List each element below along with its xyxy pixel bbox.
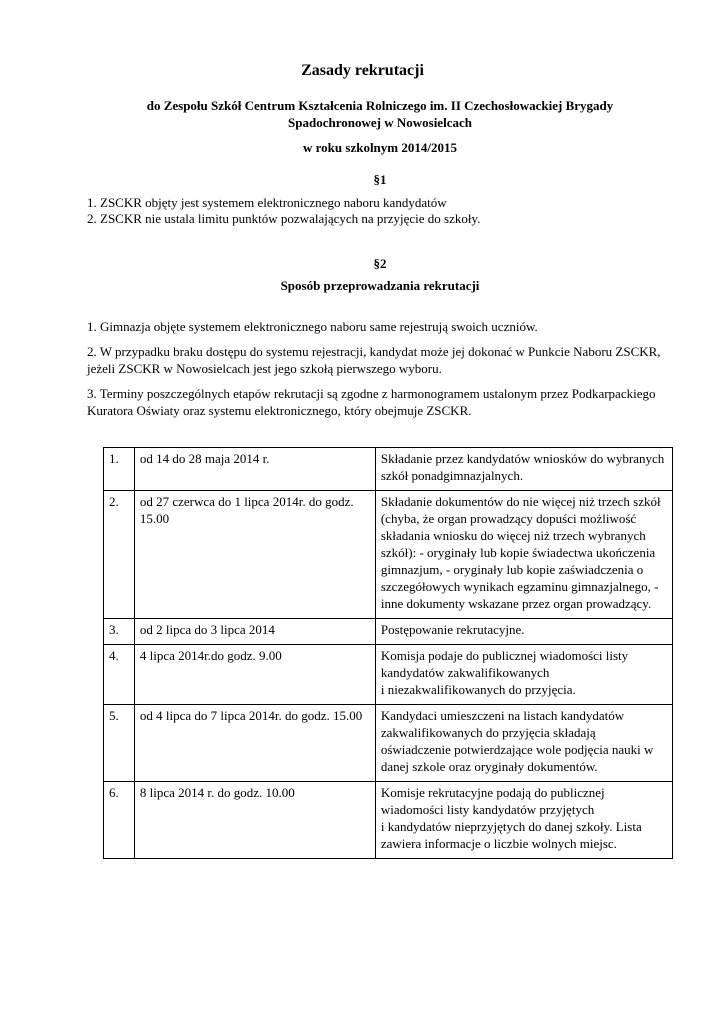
section-2-heading: §2 [373, 256, 387, 271]
row-date: od 14 do 28 maja 2014 r. [134, 448, 375, 491]
row-description: Składanie przez kandydatów wniosków do wybranych szkół ponadgimnazjalnych. [375, 448, 672, 491]
paragraph: 3. Terminy poszczególnych etapów rekrutacji są zgodne z harmonogramem ustalonym przez Podkarpackiego Kuratora Oświaty oraz systemu elektronicznego, który obejmuje ZSCKR. [87, 386, 656, 418]
description-line: i niezakwalifikowanych do przyjęcia. [380, 682, 576, 697]
table-row [104, 619, 673, 645]
row-number: 3. [104, 619, 135, 645]
row-number: 2. [104, 491, 135, 619]
row-description: Kandydaci umieszczeni na listach kandydatów zakwalifikowanych do przyjęcia składają oświadczenie potwierdzające wole podjęcia nauki w danej szkole oraz oryginały dokumentów. [375, 705, 672, 782]
row-date: 4 lipca 2014r.do godz. 9.00 [134, 645, 375, 705]
row-date: 8 lipca 2014 r. do godz. 10.00 [134, 782, 375, 859]
row-number: 4. [104, 645, 135, 705]
table-row [104, 782, 673, 859]
row-date: od 27 czerwca do 1 lipca 2014r. do godz. 15.00 [134, 491, 375, 619]
paragraph: 2. W przypadku braku dostępu do systemu rejestracji, kandydat może jej dokonać w Punkcie Naboru ZSCKR, jeżeli ZSCKR w Nowosielcach jest jego szkołą pierwszego wyboru. [87, 344, 661, 376]
table-row [104, 705, 673, 782]
document-subtitle [100, 97, 660, 131]
list-item: 2. ZSCKR nie ustala limitu punktów pozwalających na przyjęcie do szkoły. [87, 211, 481, 226]
subtitle-line-2: Spadochronowej w Nowosielcach [288, 115, 472, 130]
row-number: 6. [104, 782, 135, 859]
row-description [375, 782, 672, 859]
section-1-heading: §1 [373, 172, 387, 187]
row-number: 5. [104, 705, 135, 782]
school-year: w roku szkolnym 2014/2015 [303, 140, 457, 155]
table-row [104, 645, 673, 705]
table-row [104, 491, 673, 619]
row-date: od 4 lipca do 7 lipca 2014r. do godz. 15.00 [134, 705, 375, 782]
row-description [375, 645, 672, 705]
table-row [104, 448, 673, 491]
section-1-list [87, 195, 480, 227]
description-line: Komisje rekrutacyjne podają do publicznej wiadomości listy kandydatów przyjętych [380, 785, 605, 817]
description-line: i kandydatów nieprzyjętych do danej szkoły. Lista zawiera informacje o liczbie wolnych miejsc. [380, 819, 642, 851]
row-number: 1. [104, 448, 135, 491]
paragraph: 1. Gimnazja objęte systemem elektronicznego naboru same rejestrują swoich uczniów. [87, 319, 538, 334]
document-title: Zasady rekrutacji [301, 62, 424, 79]
row-date: od 2 lipca do 3 lipca 2014 [134, 619, 375, 645]
subtitle-line-1: do Zespołu Szkół Centrum Kształcenia Rolniczego im. II Czechosłowackiej Brygady [146, 98, 614, 113]
section-2-subheading: Sposób przeprowadzania rekrutacji [280, 278, 480, 293]
row-description: Składanie dokumentów do nie więcej niż trzech szkół (chyba, że organ prowadzący dopuści możliwość składania wniosku do więcej niż trzech wybranych szkół): - oryginały lub kopie świadectwa ukończenia gimnazjum, - oryginały lub kopie zaświadczenia o szczegółowych wynikach egzaminu gimnazjalnego, - inne dokumenty wskazane przez organ prowadzący. [375, 491, 672, 619]
list-item: 1. ZSCKR objęty jest systemem elektronicznego naboru kandydatów [87, 195, 447, 210]
schedule-table [103, 447, 673, 859]
description-line: Komisja podaje do publicznej wiadomości listy kandydatów zakwalifikowanych [380, 648, 629, 680]
row-description: Postępowanie rekrutacyjne. [375, 619, 672, 645]
